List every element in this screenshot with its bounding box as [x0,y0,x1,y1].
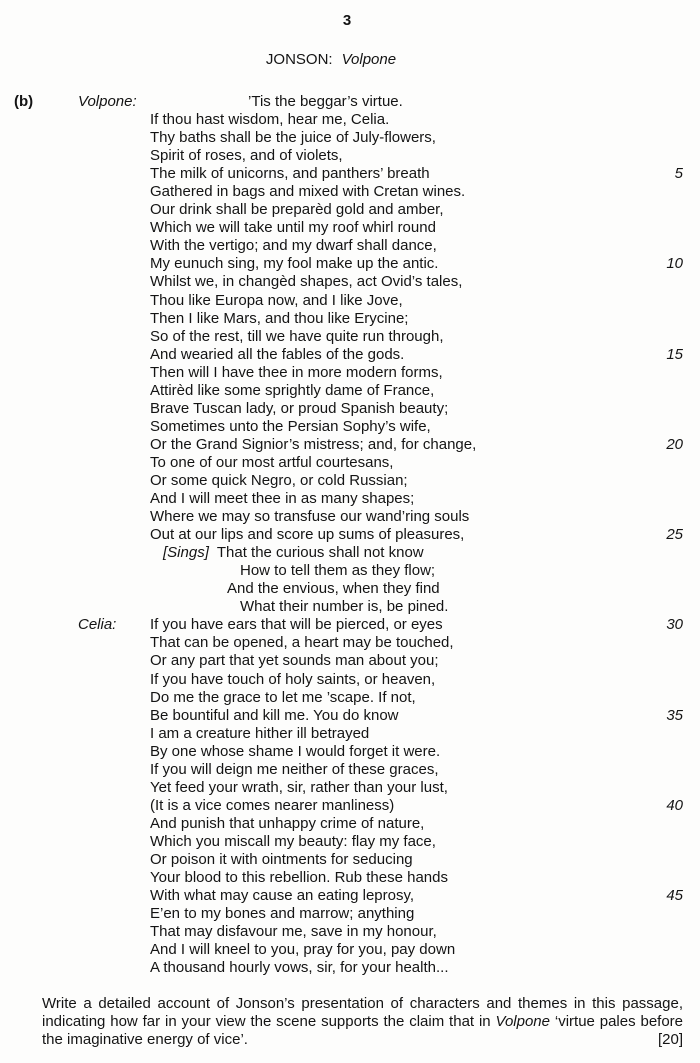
verse-text: That can be opened, a heart may be touched, [150,634,454,652]
verse-line [0,887,700,905]
verse-text: Yet feed your wrath, sir, rather than your lust, [150,778,448,796]
verse-text: Or any part that yet sounds man about you; [150,652,439,670]
verse-line [0,255,700,273]
verse-line [0,905,700,923]
verse-text: ’Tis the beggar’s virtue. [248,93,403,110]
line-number: 35 [666,706,683,724]
line-number: 5 [674,165,683,183]
verse-line [0,328,700,346]
verse-line [0,923,700,941]
verse-text: If you have ears that will be pierced, or eyes [150,616,443,634]
passage-heading [0,51,662,68]
verse-line [0,725,700,743]
verse-line [0,689,700,707]
verse-line [0,183,700,201]
verse-line [0,400,700,418]
verse-text: How to tell them as they flow; [240,562,436,580]
verse-line [0,436,700,454]
verse-text: A thousand hourly vows, sir, for your health... [150,959,449,977]
verse-line [0,544,700,562]
verse-text: If you will deign me neither of these graces, [150,760,439,778]
line-number: 20 [666,435,683,453]
verse-text: Our drink shall be preparèd gold and amber, [150,201,444,219]
question-text-after: ‘virtue pales before the imaginative energy of vice’. [42,1013,684,1049]
verse-text: If you have touch of holy saints, or heaven, [150,670,436,688]
speaker-label: Volpone: [78,93,137,110]
verse-line [0,111,700,129]
verse-text: Attirèd like some sprightly dame of France, [150,381,435,399]
verse-line [0,346,700,364]
verse-text: And the envious, when they find [227,580,440,598]
verse-line [0,237,700,255]
verse-line [0,941,700,959]
verse-text: E’en to my bones and marrow; anything [150,905,415,923]
verse-text: And I will kneel to you, pray for you, pay down [150,941,456,959]
verse-line [0,472,700,490]
verse-line [0,562,700,580]
mark-allocation: [20] [657,1031,683,1049]
verse-line [0,418,700,436]
verse-text: Brave Tuscan lady, or proud Spanish beauty; [150,399,449,417]
verse-text: Gathered in bags and mixed with Cretan wines. [150,183,466,201]
verse-text: And wearied all the fables of the gods. [150,345,405,363]
speaker-label: Celia: [78,616,117,634]
verse-line [0,652,700,670]
verse-line [0,508,700,526]
verse-line [0,815,700,833]
heading-author: JONSON: [265,51,333,68]
verse-text: Be bountiful and kill me. You do know [150,706,399,724]
verse-text: Or the Grand Signior’s mistress; and, for change, [150,435,477,453]
verse-text: Sometimes unto the Persian Sophy’s wife, [150,417,431,435]
verse-line [0,671,700,689]
verse-text: Your blood to this rebellion. Rub these hands [150,869,448,887]
verse-line [0,616,700,634]
verse-text: Out at our lips and score up sums of pleasures, [150,526,465,544]
verse-text: And I will meet thee in as many shapes; [150,490,415,508]
verse-line [0,292,700,310]
verse-text: (It is a vice comes nearer manliness) [150,796,395,814]
verse-line [0,382,700,400]
question-paragraph [42,995,683,1050]
verse-text: To one of our most artful courtesans, [150,453,394,471]
verse-text: Thou like Europa now, and I like Jove, [150,291,403,309]
verse-line [0,201,700,219]
verse-text: That may disfavour me, save in my honour, [150,923,437,941]
part-label: (b) [14,93,34,110]
verse-text: By one whose shame I would forget it were. [150,742,441,760]
verse-line [0,743,700,761]
verse-line [0,761,700,779]
verse-text: And punish that unhappy crime of nature, [150,814,425,832]
question-work-title: Volpone [495,1013,550,1031]
verse-line [0,93,700,111]
verse-text: Thy baths shall be the juice of July-flowers, [150,129,436,147]
verse-line [0,129,700,147]
verse-text: [Sings] That the curious shall not know [163,544,424,562]
line-number: 30 [666,616,683,634]
line-number: 25 [666,526,683,544]
verse-line [0,147,700,165]
verse-text: Which we will take until my roof whirl round [150,219,436,237]
verse-text: My eunuch sing, my fool make up the antic. [150,255,439,273]
verse-line [0,959,700,977]
verse-text: So of the rest, till we have quite run through, [150,327,444,345]
verse-line [0,869,700,887]
stage-direction: [Sings] [163,544,209,562]
verse-text: Or poison it with ointments for seducing [150,850,413,868]
verse-text: Or some quick Negro, or cold Russian; [150,471,408,489]
verse-text: With the vertigo; and my dwarf shall dance, [150,237,437,255]
verse-line [0,779,700,797]
verse-line [0,598,700,616]
line-number: 40 [666,796,683,814]
verse-line [0,634,700,652]
heading-work-title: Volpone [341,51,397,68]
verse-text: What their number is, be pined. [240,598,449,616]
verse-line [0,833,700,851]
page-number: 3 [342,12,352,29]
verse-line [0,490,700,508]
verse-line [0,580,700,598]
line-number: 10 [666,255,683,273]
verse-line [0,364,700,382]
verse-text: If thou hast wisdom, hear me, Celia. [150,111,390,129]
verse-line [0,219,700,237]
verse-text: Then I like Mars, and thou like Erycine; [150,309,409,327]
verse-text: Do me the grace to let me ’scape. If not, [150,688,416,706]
verse-passage [0,93,700,977]
verse-line [0,454,700,472]
verse-line [0,707,700,725]
verse-text: Then will I have thee in more modern forms, [150,363,443,381]
verse-line [0,851,700,869]
verse-line [0,273,700,291]
verse-line [0,797,700,815]
verse-text: Spirit of roses, and of violets, [150,147,343,165]
question-text-before: Write a detailed account of Jonson’s presentation of characters and themes in this passage, indicating how far in your view the scene supports the claim that in [42,995,683,1031]
verse-text: The milk of unicorns, and panthers’ breath [150,165,430,183]
verse-line [0,310,700,328]
verse-text: Where we may so transfuse our wand’ring souls [150,508,470,526]
line-number: 45 [666,887,683,905]
line-number: 15 [666,345,683,363]
verse-text: Whilst we, in changèd shapes, act Ovid’s tales, [150,273,463,291]
verse-line [0,165,700,183]
verse-text: With what may cause an eating leprosy, [150,887,415,905]
verse-text: I am a creature hither ill betrayed [150,724,370,742]
verse-line [0,526,700,544]
verse-text: Which you miscall my beauty: flay my face, [150,832,436,850]
